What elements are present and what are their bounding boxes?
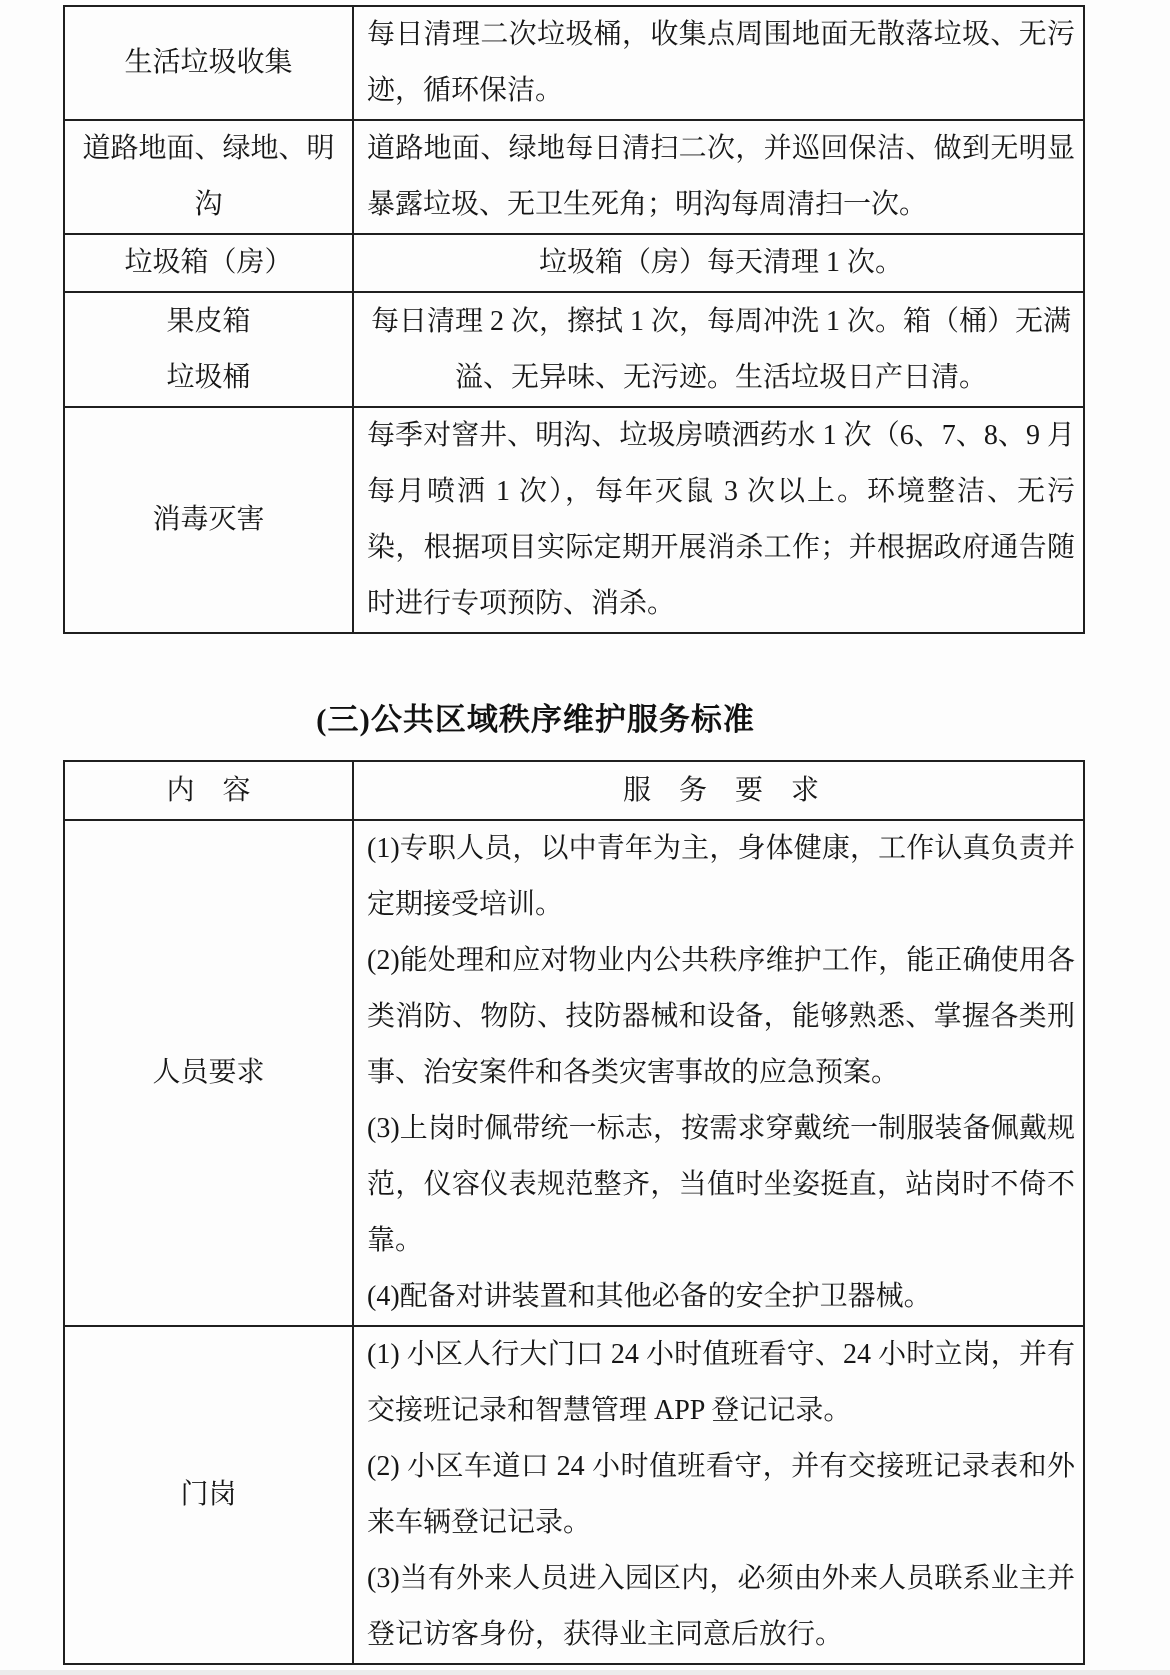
row-content: [354, 121, 1083, 233]
row-label: [65, 293, 354, 406]
row-content: [354, 821, 1083, 1325]
row-content: [354, 7, 1083, 119]
row-label-text-line2: 垃圾桶: [166, 361, 251, 393]
security-standards-table: [63, 760, 1085, 1665]
table-row-personnel-requirements: [65, 819, 1083, 1325]
header-requirements-label: 服 务 要 求: [622, 775, 819, 806]
header-content-col: [65, 762, 354, 819]
row-content: [354, 408, 1083, 632]
row-label: [65, 821, 354, 1325]
requirement-item-1: (1)专职人员，以中青年为主，身体健康，工作认真负责并定期接受培训。: [367, 833, 1075, 920]
table-row-disinfection: [65, 406, 1083, 632]
table-header-row: [65, 762, 1083, 819]
header-content-label: 内 容: [166, 775, 251, 806]
requirement-item-3: (3)上岗时佩带统一标志，按需求穿戴统一制服装备佩戴规范，仪容仪表规范整齐，当值时坐姿挺直，站岗时不倚不靠。: [367, 1113, 1075, 1256]
row-label-text: 消毒灭害: [152, 504, 265, 535]
row-label: [65, 1327, 354, 1663]
row-label: [65, 408, 354, 632]
gate-item-1: (1) 小区人行大门口 24 小时值班看守、24 小时立岗，并有交接班记录和智慧管理 APP 登记记录。: [367, 1339, 1075, 1426]
row-content-text: 垃圾箱（房）每天清理 1 次。: [538, 247, 903, 278]
row-content-text: 每日清理二次垃圾桶，收集点周围地面无散落垃圾、无污迹，循环保洁。: [367, 19, 1075, 106]
row-content-text: 道路地面、绿地每日清扫二次，并巡回保洁、做到无明显暴露垃圾、无卫生死角；明沟每周清扫一次。: [367, 133, 1075, 220]
header-requirements-col: [354, 762, 1083, 819]
requirement-item-2: (2)能处理和应对物业内公共秩序维护工作，能正确使用各类消防、物防、技防器械和设备，能够熟悉、掌握各类刑事、治安案件和各类灾害事故的应急预案。: [367, 945, 1075, 1088]
table-row-roads-greens-ditches: [65, 119, 1083, 233]
row-content: [354, 235, 1083, 291]
section-heading: (三)公共区域秩序维护服务标准: [316, 702, 755, 737]
row-label-text: 门岗: [180, 1479, 237, 1510]
row-content: [354, 1327, 1083, 1663]
table-row-garbage-house: [65, 233, 1083, 291]
gate-item-3: (3)当有外来人员进入园区内，必须由外来人员联系业主并登记访客身份，获得业主同意后放行。: [367, 1563, 1075, 1650]
row-label-text: 生活垃圾收集: [124, 47, 293, 78]
gate-item-2: (2) 小区车道口 24 小时值班看守，并有交接班记录表和外来车辆登记记录。: [367, 1451, 1075, 1538]
requirement-item-4: (4)配备对讲装置和其他必备的安全护卫器械。: [367, 1281, 932, 1312]
page-edge-shadow: [0, 1670, 1170, 1675]
cleaning-standards-table: [63, 5, 1085, 634]
row-content-text: 每日清理 2 次，擦拭 1 次，每周冲洗 1 次。箱（桶）无满溢、无异味、无污迹。生活垃圾日产日清。: [370, 305, 1071, 393]
row-label: [65, 235, 354, 291]
row-label: [65, 7, 354, 119]
row-label-text: 人员要求: [152, 1057, 265, 1088]
row-label-text: 道路地面、绿地、明沟: [82, 133, 335, 220]
table-row-waste-collection: [65, 7, 1083, 119]
row-label-text: 垃圾箱（房）: [124, 247, 293, 278]
row-content: [354, 293, 1083, 406]
row-content-text: 每季对窨井、明沟、垃圾房喷洒药水 1 次（6、7、8、9 月每月喷洒 1 次），每年灭鼠 3 次以上。环境整洁、无污染，根据项目实际定期开展消杀工作；并根据政府通告随时进行专项预防、消杀。: [367, 420, 1075, 619]
table-row-bins: [65, 291, 1083, 406]
row-label: [65, 121, 354, 233]
table-row-gate-post: [65, 1325, 1083, 1663]
row-label-text-line1: 果皮箱: [166, 305, 251, 337]
